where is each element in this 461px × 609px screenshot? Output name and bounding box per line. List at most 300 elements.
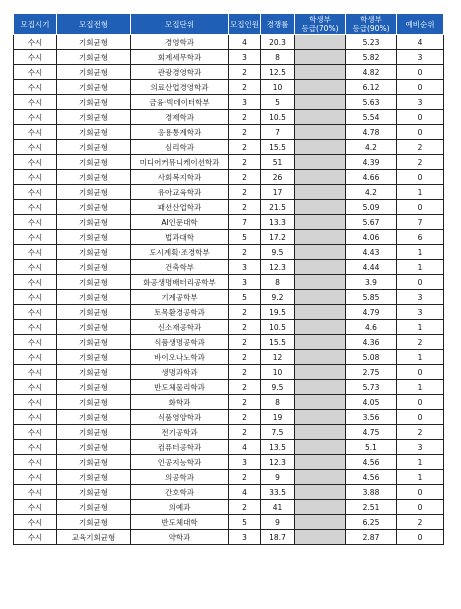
- cell-competition-rate: 33.5: [261, 485, 295, 500]
- cell-grade-90: 4.36: [346, 335, 397, 350]
- cell-competition-rate: 13.3: [261, 215, 295, 230]
- cell-waitlist-rank: 3: [397, 440, 444, 455]
- cell-recruit-count: 2: [229, 155, 261, 170]
- admission-table-container: [13, 13, 444, 545]
- cell-admission-type: 기회균형: [57, 335, 131, 350]
- cell-recruit-count: 2: [229, 320, 261, 335]
- cell-competition-rate: 12.5: [261, 65, 295, 80]
- table-row: [14, 410, 444, 425]
- cell-recruit-unit: 건축학부: [131, 260, 229, 275]
- cell-recruit-period: 수시: [14, 335, 57, 350]
- cell-recruit-count: 2: [229, 80, 261, 95]
- cell-recruit-count: 5: [229, 290, 261, 305]
- table-row: [14, 425, 444, 440]
- cell-grade-70: [295, 155, 346, 170]
- table-row: [14, 335, 444, 350]
- cell-grade-90: 6.25: [346, 515, 397, 530]
- table-row: [14, 290, 444, 305]
- table-row: [14, 155, 444, 170]
- cell-admission-type: 기회균형: [57, 320, 131, 335]
- cell-recruit-count: 2: [229, 500, 261, 515]
- cell-grade-70: [295, 395, 346, 410]
- cell-waitlist-rank: 3: [397, 50, 444, 65]
- cell-recruit-unit: 화공생명배터리공학부: [131, 275, 229, 290]
- cell-grade-90: 6.12: [346, 80, 397, 95]
- cell-grade-70: [295, 35, 346, 50]
- cell-grade-90: 5.23: [346, 35, 397, 50]
- table-row: [14, 530, 444, 545]
- cell-recruit-count: 2: [229, 185, 261, 200]
- cell-recruit-unit: 화학과: [131, 395, 229, 410]
- cell-admission-type: 기회균형: [57, 290, 131, 305]
- cell-admission-type: 기회균형: [57, 275, 131, 290]
- cell-waitlist-rank: 2: [397, 155, 444, 170]
- cell-admission-type: 기회균형: [57, 350, 131, 365]
- cell-competition-rate: 9.5: [261, 380, 295, 395]
- cell-waitlist-rank: 0: [397, 275, 444, 290]
- cell-recruit-period: 수시: [14, 185, 57, 200]
- cell-competition-rate: 13.5: [261, 440, 295, 455]
- table-row: [14, 110, 444, 125]
- header-competition-rate: 경쟁률: [261, 14, 295, 35]
- cell-competition-rate: 17: [261, 185, 295, 200]
- table-row: [14, 380, 444, 395]
- cell-admission-type: 교육기회균형: [57, 530, 131, 545]
- cell-waitlist-rank: 0: [397, 125, 444, 140]
- cell-grade-70: [295, 50, 346, 65]
- header-grade-90: 학생부 등급(90%): [346, 14, 397, 35]
- cell-grade-70: [295, 275, 346, 290]
- cell-waitlist-rank: 3: [397, 95, 444, 110]
- cell-recruit-count: 2: [229, 350, 261, 365]
- cell-competition-rate: 26: [261, 170, 295, 185]
- cell-recruit-unit: 약학과: [131, 530, 229, 545]
- cell-recruit-unit: 심리학과: [131, 140, 229, 155]
- header-recruit-unit: 모집단위: [131, 14, 229, 35]
- table-row: [14, 185, 444, 200]
- cell-waitlist-rank: 1: [397, 380, 444, 395]
- cell-waitlist-rank: 0: [397, 530, 444, 545]
- cell-recruit-count: 5: [229, 515, 261, 530]
- cell-waitlist-rank: 0: [397, 200, 444, 215]
- cell-grade-70: [295, 365, 346, 380]
- cell-recruit-count: 3: [229, 95, 261, 110]
- table-row: [14, 230, 444, 245]
- cell-grade-70: [295, 425, 346, 440]
- table-row: [14, 515, 444, 530]
- cell-competition-rate: 18.7: [261, 530, 295, 545]
- cell-admission-type: 기회균형: [57, 95, 131, 110]
- table-row: [14, 140, 444, 155]
- cell-recruit-count: 2: [229, 200, 261, 215]
- cell-recruit-period: 수시: [14, 305, 57, 320]
- cell-recruit-unit: 의예과: [131, 500, 229, 515]
- cell-competition-rate: 8: [261, 395, 295, 410]
- cell-recruit-count: 3: [229, 50, 261, 65]
- header-admission-type: 모집전형: [57, 14, 131, 35]
- cell-waitlist-rank: 0: [397, 80, 444, 95]
- cell-recruit-period: 수시: [14, 365, 57, 380]
- cell-grade-70: [295, 335, 346, 350]
- cell-recruit-period: 수시: [14, 125, 57, 140]
- cell-recruit-count: 2: [229, 170, 261, 185]
- cell-recruit-period: 수시: [14, 95, 57, 110]
- table-row: [14, 440, 444, 455]
- cell-admission-type: 기회균형: [57, 305, 131, 320]
- cell-grade-90: 5.85: [346, 290, 397, 305]
- cell-grade-70: [295, 485, 346, 500]
- cell-grade-90: 4.56: [346, 470, 397, 485]
- cell-admission-type: 기회균형: [57, 185, 131, 200]
- cell-recruit-period: 수시: [14, 170, 57, 185]
- cell-waitlist-rank: 1: [397, 455, 444, 470]
- cell-recruit-period: 수시: [14, 395, 57, 410]
- cell-recruit-unit: 반도체물리학과: [131, 380, 229, 395]
- cell-admission-type: 기회균형: [57, 50, 131, 65]
- cell-recruit-count: 3: [229, 530, 261, 545]
- cell-competition-rate: 15.5: [261, 335, 295, 350]
- cell-grade-70: [295, 500, 346, 515]
- table-row: [14, 320, 444, 335]
- table-row: [14, 485, 444, 500]
- cell-grade-90: 2.87: [346, 530, 397, 545]
- cell-admission-type: 기회균형: [57, 80, 131, 95]
- cell-recruit-period: 수시: [14, 65, 57, 80]
- cell-waitlist-rank: 2: [397, 335, 444, 350]
- cell-recruit-period: 수시: [14, 80, 57, 95]
- cell-recruit-period: 수시: [14, 50, 57, 65]
- cell-competition-rate: 51: [261, 155, 295, 170]
- cell-grade-90: 3.9: [346, 275, 397, 290]
- cell-admission-type: 기회균형: [57, 485, 131, 500]
- cell-recruit-unit: 사회복지학과: [131, 170, 229, 185]
- cell-competition-rate: 10: [261, 80, 295, 95]
- cell-grade-90: 2.51: [346, 500, 397, 515]
- cell-grade-70: [295, 515, 346, 530]
- cell-admission-type: 기회균형: [57, 440, 131, 455]
- cell-grade-90: 5.82: [346, 50, 397, 65]
- cell-competition-rate: 17.2: [261, 230, 295, 245]
- cell-waitlist-rank: 1: [397, 260, 444, 275]
- cell-grade-90: 5.73: [346, 380, 397, 395]
- cell-recruit-period: 수시: [14, 320, 57, 335]
- cell-recruit-unit: 기계공학부: [131, 290, 229, 305]
- cell-recruit-period: 수시: [14, 380, 57, 395]
- cell-recruit-period: 수시: [14, 245, 57, 260]
- cell-grade-90: 2.75: [346, 365, 397, 380]
- cell-admission-type: 기회균형: [57, 110, 131, 125]
- cell-grade-90: 5.08: [346, 350, 397, 365]
- cell-competition-rate: 10: [261, 365, 295, 380]
- cell-waitlist-rank: 0: [397, 395, 444, 410]
- cell-grade-70: [295, 65, 346, 80]
- table-header-row: [14, 14, 444, 35]
- cell-recruit-period: 수시: [14, 110, 57, 125]
- cell-waitlist-rank: 0: [397, 500, 444, 515]
- cell-recruit-count: 7: [229, 215, 261, 230]
- cell-grade-70: [295, 380, 346, 395]
- cell-recruit-period: 수시: [14, 35, 57, 50]
- cell-grade-90: 4.2: [346, 140, 397, 155]
- cell-recruit-period: 수시: [14, 515, 57, 530]
- cell-competition-rate: 9.5: [261, 245, 295, 260]
- cell-grade-90: 4.82: [346, 65, 397, 80]
- cell-recruit-unit: 법과대학: [131, 230, 229, 245]
- cell-recruit-count: 2: [229, 125, 261, 140]
- cell-recruit-unit: 식품생명공학과: [131, 335, 229, 350]
- cell-waitlist-rank: 4: [397, 35, 444, 50]
- table-row: [14, 35, 444, 50]
- cell-recruit-period: 수시: [14, 155, 57, 170]
- cell-waitlist-rank: 1: [397, 470, 444, 485]
- cell-recruit-unit: 미디어커뮤니케이션학과: [131, 155, 229, 170]
- cell-grade-70: [295, 125, 346, 140]
- table-row: [14, 125, 444, 140]
- cell-admission-type: 기회균형: [57, 155, 131, 170]
- cell-grade-90: 3.56: [346, 410, 397, 425]
- cell-waitlist-rank: 1: [397, 245, 444, 260]
- header-recruit-count: 모집인원: [229, 14, 261, 35]
- cell-grade-70: [295, 320, 346, 335]
- cell-recruit-count: 2: [229, 305, 261, 320]
- cell-waitlist-rank: 3: [397, 290, 444, 305]
- header-grade-70: 학생부 등급(70%): [295, 14, 346, 35]
- cell-recruit-unit: 의공학과: [131, 470, 229, 485]
- cell-admission-type: 기회균형: [57, 395, 131, 410]
- cell-grade-70: [295, 350, 346, 365]
- cell-recruit-period: 수시: [14, 230, 57, 245]
- cell-waitlist-rank: 7: [397, 215, 444, 230]
- cell-recruit-period: 수시: [14, 215, 57, 230]
- cell-admission-type: 기회균형: [57, 170, 131, 185]
- cell-grade-70: [295, 200, 346, 215]
- cell-recruit-period: 수시: [14, 500, 57, 515]
- cell-admission-type: 기회균형: [57, 125, 131, 140]
- cell-grade-70: [295, 410, 346, 425]
- cell-competition-rate: 12.3: [261, 260, 295, 275]
- cell-grade-90: 4.39: [346, 155, 397, 170]
- cell-recruit-count: 5: [229, 230, 261, 245]
- table-row: [14, 365, 444, 380]
- cell-grade-90: 4.75: [346, 425, 397, 440]
- cell-grade-70: [295, 290, 346, 305]
- cell-grade-90: 4.43: [346, 245, 397, 260]
- cell-waitlist-rank: 0: [397, 410, 444, 425]
- cell-recruit-count: 2: [229, 245, 261, 260]
- cell-recruit-unit: 경제학과: [131, 110, 229, 125]
- cell-admission-type: 기회균형: [57, 470, 131, 485]
- cell-admission-type: 기회균형: [57, 500, 131, 515]
- cell-recruit-unit: 유아교육학과: [131, 185, 229, 200]
- cell-competition-rate: 7.5: [261, 425, 295, 440]
- cell-recruit-count: 2: [229, 425, 261, 440]
- cell-grade-90: 5.67: [346, 215, 397, 230]
- cell-waitlist-rank: 0: [397, 65, 444, 80]
- cell-grade-70: [295, 470, 346, 485]
- cell-waitlist-rank: 2: [397, 515, 444, 530]
- cell-grade-70: [295, 260, 346, 275]
- cell-recruit-period: 수시: [14, 290, 57, 305]
- table-row: [14, 215, 444, 230]
- cell-recruit-period: 수시: [14, 140, 57, 155]
- cell-recruit-unit: 신소재공학과: [131, 320, 229, 335]
- cell-admission-type: 기회균형: [57, 200, 131, 215]
- table-row: [14, 65, 444, 80]
- cell-grade-90: 4.44: [346, 260, 397, 275]
- table-row: [14, 350, 444, 365]
- cell-competition-rate: 12: [261, 350, 295, 365]
- cell-competition-rate: 10.5: [261, 320, 295, 335]
- cell-recruit-unit: 관광경영학과: [131, 65, 229, 80]
- cell-admission-type: 기회균형: [57, 140, 131, 155]
- table-row: [14, 200, 444, 215]
- table-row: [14, 260, 444, 275]
- cell-recruit-period: 수시: [14, 530, 57, 545]
- cell-grade-70: [295, 80, 346, 95]
- cell-recruit-period: 수시: [14, 440, 57, 455]
- cell-recruit-unit: 토목환경공학과: [131, 305, 229, 320]
- cell-grade-70: [295, 245, 346, 260]
- cell-grade-70: [295, 215, 346, 230]
- cell-recruit-unit: 생명과학과: [131, 365, 229, 380]
- cell-grade-70: [295, 230, 346, 245]
- cell-grade-90: 4.66: [346, 170, 397, 185]
- cell-recruit-period: 수시: [14, 275, 57, 290]
- cell-admission-type: 기회균형: [57, 425, 131, 440]
- cell-competition-rate: 8: [261, 50, 295, 65]
- cell-recruit-count: 3: [229, 260, 261, 275]
- cell-recruit-unit: 반도체대학: [131, 515, 229, 530]
- cell-grade-70: [295, 110, 346, 125]
- table-row: [14, 170, 444, 185]
- cell-admission-type: 기회균형: [57, 65, 131, 80]
- cell-admission-type: 기회균형: [57, 260, 131, 275]
- cell-grade-90: 4.06: [346, 230, 397, 245]
- cell-recruit-count: 2: [229, 380, 261, 395]
- cell-competition-rate: 19: [261, 410, 295, 425]
- cell-recruit-count: 2: [229, 395, 261, 410]
- cell-recruit-unit: AI인문대학: [131, 215, 229, 230]
- cell-admission-type: 기회균형: [57, 410, 131, 425]
- cell-admission-type: 기회균형: [57, 215, 131, 230]
- cell-recruit-unit: 도시계획·조경학부: [131, 245, 229, 260]
- cell-waitlist-rank: 2: [397, 140, 444, 155]
- cell-grade-70: [295, 95, 346, 110]
- table-row: [14, 395, 444, 410]
- cell-admission-type: 기회균형: [57, 230, 131, 245]
- cell-recruit-period: 수시: [14, 350, 57, 365]
- cell-recruit-unit: 바이오나노학과: [131, 350, 229, 365]
- cell-recruit-count: 3: [229, 275, 261, 290]
- cell-grade-90: 5.1: [346, 440, 397, 455]
- cell-recruit-count: 2: [229, 335, 261, 350]
- cell-recruit-period: 수시: [14, 260, 57, 275]
- cell-waitlist-rank: 0: [397, 365, 444, 380]
- cell-grade-70: [295, 185, 346, 200]
- cell-grade-70: [295, 140, 346, 155]
- cell-waitlist-rank: 1: [397, 320, 444, 335]
- cell-competition-rate: 41: [261, 500, 295, 515]
- cell-competition-rate: 21.5: [261, 200, 295, 215]
- cell-recruit-period: 수시: [14, 410, 57, 425]
- cell-recruit-count: 2: [229, 470, 261, 485]
- cell-competition-rate: 20.3: [261, 35, 295, 50]
- cell-competition-rate: 19.5: [261, 305, 295, 320]
- cell-recruit-unit: 간호학과: [131, 485, 229, 500]
- cell-recruit-unit: 의료산업경영학과: [131, 80, 229, 95]
- cell-recruit-unit: 응용통계학과: [131, 125, 229, 140]
- cell-waitlist-rank: 0: [397, 110, 444, 125]
- cell-competition-rate: 15.5: [261, 140, 295, 155]
- cell-grade-90: 5.54: [346, 110, 397, 125]
- cell-recruit-count: 4: [229, 35, 261, 50]
- cell-recruit-count: 2: [229, 410, 261, 425]
- table-row: [14, 80, 444, 95]
- table-row: [14, 245, 444, 260]
- cell-recruit-count: 2: [229, 65, 261, 80]
- cell-grade-90: 5.63: [346, 95, 397, 110]
- cell-competition-rate: 9: [261, 470, 295, 485]
- table-body: [14, 35, 444, 545]
- cell-admission-type: 기회균형: [57, 35, 131, 50]
- cell-grade-70: [295, 530, 346, 545]
- cell-recruit-period: 수시: [14, 425, 57, 440]
- cell-recruit-unit: 인공지능학과: [131, 455, 229, 470]
- cell-recruit-count: 4: [229, 440, 261, 455]
- cell-grade-90: 4.05: [346, 395, 397, 410]
- cell-recruit-unit: 컴퓨터공학과: [131, 440, 229, 455]
- table-row: [14, 95, 444, 110]
- table-row: [14, 455, 444, 470]
- cell-waitlist-rank: 1: [397, 185, 444, 200]
- cell-admission-type: 기회균형: [57, 515, 131, 530]
- table-row: [14, 470, 444, 485]
- cell-recruit-period: 수시: [14, 200, 57, 215]
- cell-admission-type: 기회균형: [57, 380, 131, 395]
- cell-recruit-unit: 패션산업학과: [131, 200, 229, 215]
- cell-admission-type: 기회균형: [57, 455, 131, 470]
- cell-grade-90: 4.79: [346, 305, 397, 320]
- cell-grade-90: 4.56: [346, 455, 397, 470]
- table-row: [14, 305, 444, 320]
- cell-recruit-count: 3: [229, 455, 261, 470]
- cell-grade-90: 3.88: [346, 485, 397, 500]
- cell-grade-70: [295, 455, 346, 470]
- cell-recruit-count: 4: [229, 485, 261, 500]
- cell-waitlist-rank: 2: [397, 425, 444, 440]
- cell-recruit-unit: 식품영양학과: [131, 410, 229, 425]
- header-recruit-period: 모집시기: [14, 14, 57, 35]
- cell-recruit-unit: 경영학과: [131, 35, 229, 50]
- cell-waitlist-rank: 0: [397, 170, 444, 185]
- admission-results-table: [13, 13, 444, 545]
- cell-competition-rate: 5: [261, 95, 295, 110]
- cell-grade-70: [295, 170, 346, 185]
- cell-grade-90: 4.6: [346, 320, 397, 335]
- cell-waitlist-rank: 1: [397, 350, 444, 365]
- cell-admission-type: 기회균형: [57, 245, 131, 260]
- cell-recruit-count: 2: [229, 110, 261, 125]
- table-row: [14, 275, 444, 290]
- cell-competition-rate: 12.3: [261, 455, 295, 470]
- cell-grade-70: [295, 440, 346, 455]
- cell-grade-90: 4.2: [346, 185, 397, 200]
- cell-recruit-unit: 금융·빅데이터학부: [131, 95, 229, 110]
- table-row: [14, 50, 444, 65]
- cell-admission-type: 기회균형: [57, 365, 131, 380]
- cell-recruit-period: 수시: [14, 455, 57, 470]
- cell-grade-70: [295, 305, 346, 320]
